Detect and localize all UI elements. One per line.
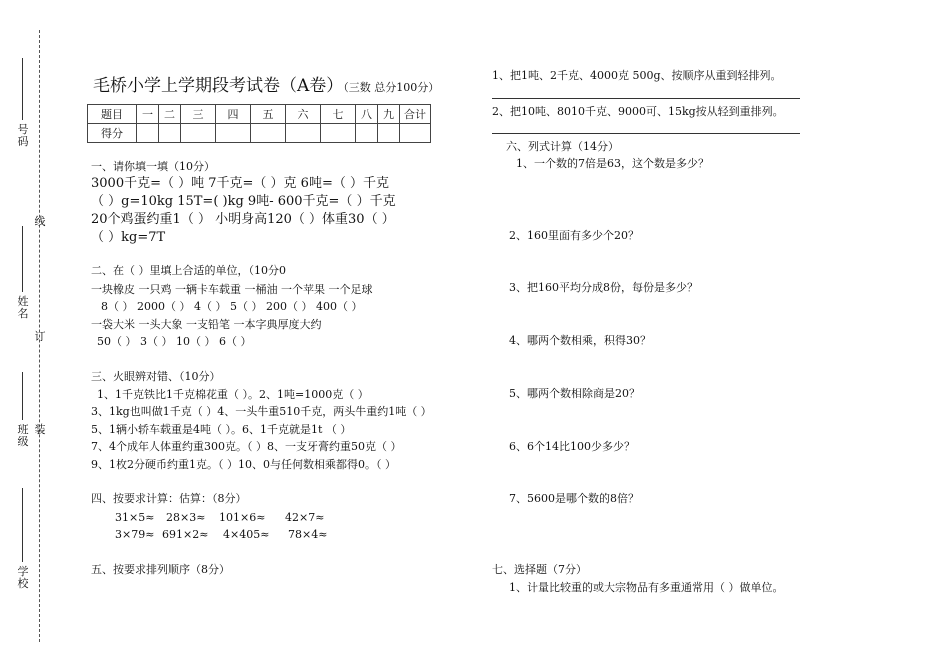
unit-line: 50（ ） 3（ ） 10（ ） 6（ ） [97,335,252,348]
true-false-line: 5、1辆小轿车载重是4吨（ ）。6、1千克就是1t （ ） [91,423,352,436]
score-header-cell: 四 [216,105,251,124]
true-false-line: 9、1枚2分硬币约重1克。（ ）10、0与任何数相乘都得0。（ ） [91,458,396,471]
true-false-line: 7、4个成年人体重约重300克。（ ）8、一支牙膏约重50克（ ） [91,440,402,453]
class-blank [22,372,23,420]
line-mark: 线 [34,215,46,228]
estimate-item: 28×3≈ [166,511,206,524]
section-7-title: 七、选择题（7分） [492,563,587,576]
answer-line [492,133,800,134]
fold-mark: 订 [34,330,46,343]
order-question-1: 1、把1吨、2千克、4000克 500g、按顺序从重到轻排列。 [492,69,782,82]
word-problem: 5、哪两个数相除商是20？ [509,387,640,400]
order-question-2: 2、把10吨、8010千克、9000可、15kg按从轻到重排列。 [492,105,784,118]
estimate-item: 4×405≈ [223,528,270,541]
score-cell[interactable] [286,124,321,143]
section-3-title: 三、火眼辨对错、（10分） [91,370,221,383]
score-header-cell: 九 [378,105,400,124]
unit-line: 一袋大米 一头大象 一支铅笔 一本字典厚度大约 [91,318,322,331]
school-blank [22,488,23,562]
word-problem: 6、6个14比100少多少？ [509,440,635,453]
word-problem: 4、哪两个数相乘，积得30？ [509,334,651,347]
true-false-line: 3、1kg也叫做1千克（ ）4、一头牛重510千克，两头牛重约1吨（ ） [91,405,432,418]
title-subtitle: （三数 总分100分） [343,81,440,94]
fill-line: 20个鸡蛋约重1（ ） 小明身高120（ ）体重30（ ） [91,212,395,227]
estimate-item: 31×5≈ [115,511,155,524]
score-header-cell: 八 [356,105,378,124]
score-header-cell: 二 [159,105,181,124]
estimate-item: 3×79≈ [115,528,155,541]
score-header-cell: 题目 [88,105,137,124]
estimate-item: 101×6≈ [219,511,266,524]
score-header-cell: 五 [251,105,286,124]
name-label: 姓名 [17,295,29,320]
unit-line: 一块橡皮 一只鸡 一辆卡车载重 一桶油 一个苹果 一个足球 [91,283,373,296]
answer-line [492,98,800,99]
page-title [93,76,439,98]
score-cell[interactable] [216,124,251,143]
choice-question: 1、计量比较重的或大宗物品有多重通常用（ ）做单位。 [509,581,784,594]
score-cell[interactable] [378,124,400,143]
score-header-cell: 一 [137,105,159,124]
estimate-item: 42×7≈ [285,511,325,524]
title-text: 毛桥小学上学期段考试卷（A卷） [93,76,344,96]
fill-line: （ ）kg=7T [91,230,166,245]
score-header-cell: 三 [181,105,216,124]
score-cell[interactable] [181,124,216,143]
estimate-item: 691×2≈ [162,528,209,541]
class-label: 班级 [17,423,29,448]
score-cell[interactable] [356,124,378,143]
fill-line: 3000千克=（ ）吨 7千克=（ ）克 6吨=（ ）千克 [91,176,389,191]
number-label: 号码 [17,123,29,148]
section-2-title: 二、在（ ）里填上合适的单位，（10分0 [91,264,286,277]
bind-mark: 装 [34,423,46,436]
score-table [87,104,431,143]
estimate-item: 78×4≈ [288,528,328,541]
score-cell[interactable] [159,124,181,143]
section-4-title: 四、按要求计算：估算：（8分） [91,492,247,505]
fill-line: （ ）g=10kg 15T=( )kg 9吨- 600千克=（ ）千克 [91,194,396,209]
section-5-title: 五、按要求排列顺序（8分） [91,563,230,576]
score-value-row [88,124,431,143]
score-cell[interactable] [137,124,159,143]
unit-line: 8（ ） 2000（ ） 4（ ） 5（ ） 200（ ） 400（ ） [101,300,363,313]
score-header-cell: 七 [321,105,356,124]
school-label: 学校 [17,565,29,590]
score-header-cell: 合计 [400,105,431,124]
name-blank [22,226,23,292]
score-header-row [88,105,431,124]
score-header-cell: 六 [286,105,321,124]
word-problem: 2、160里面有多少个20？ [509,229,639,242]
score-cell[interactable] [251,124,286,143]
score-cell[interactable] [321,124,356,143]
true-false-line: 1、1千克铁比1千克棉花重（ ）。2、1吨=1000克（ ） [97,388,369,401]
score-row-label: 得分 [88,124,137,143]
section-1-title: 一、请你填一填（10分） [91,160,215,173]
number-blank [22,58,23,120]
word-problem: 1、一个数的7倍是63，这个数是多少？ [516,157,709,170]
word-problem: 7、5600是哪个数的8倍？ [509,492,639,505]
score-cell[interactable] [400,124,431,143]
word-problem: 3、把160平均分成8份，每份是多少？ [509,281,698,294]
section-6-title: 六、列式计算（14分） [506,140,619,153]
